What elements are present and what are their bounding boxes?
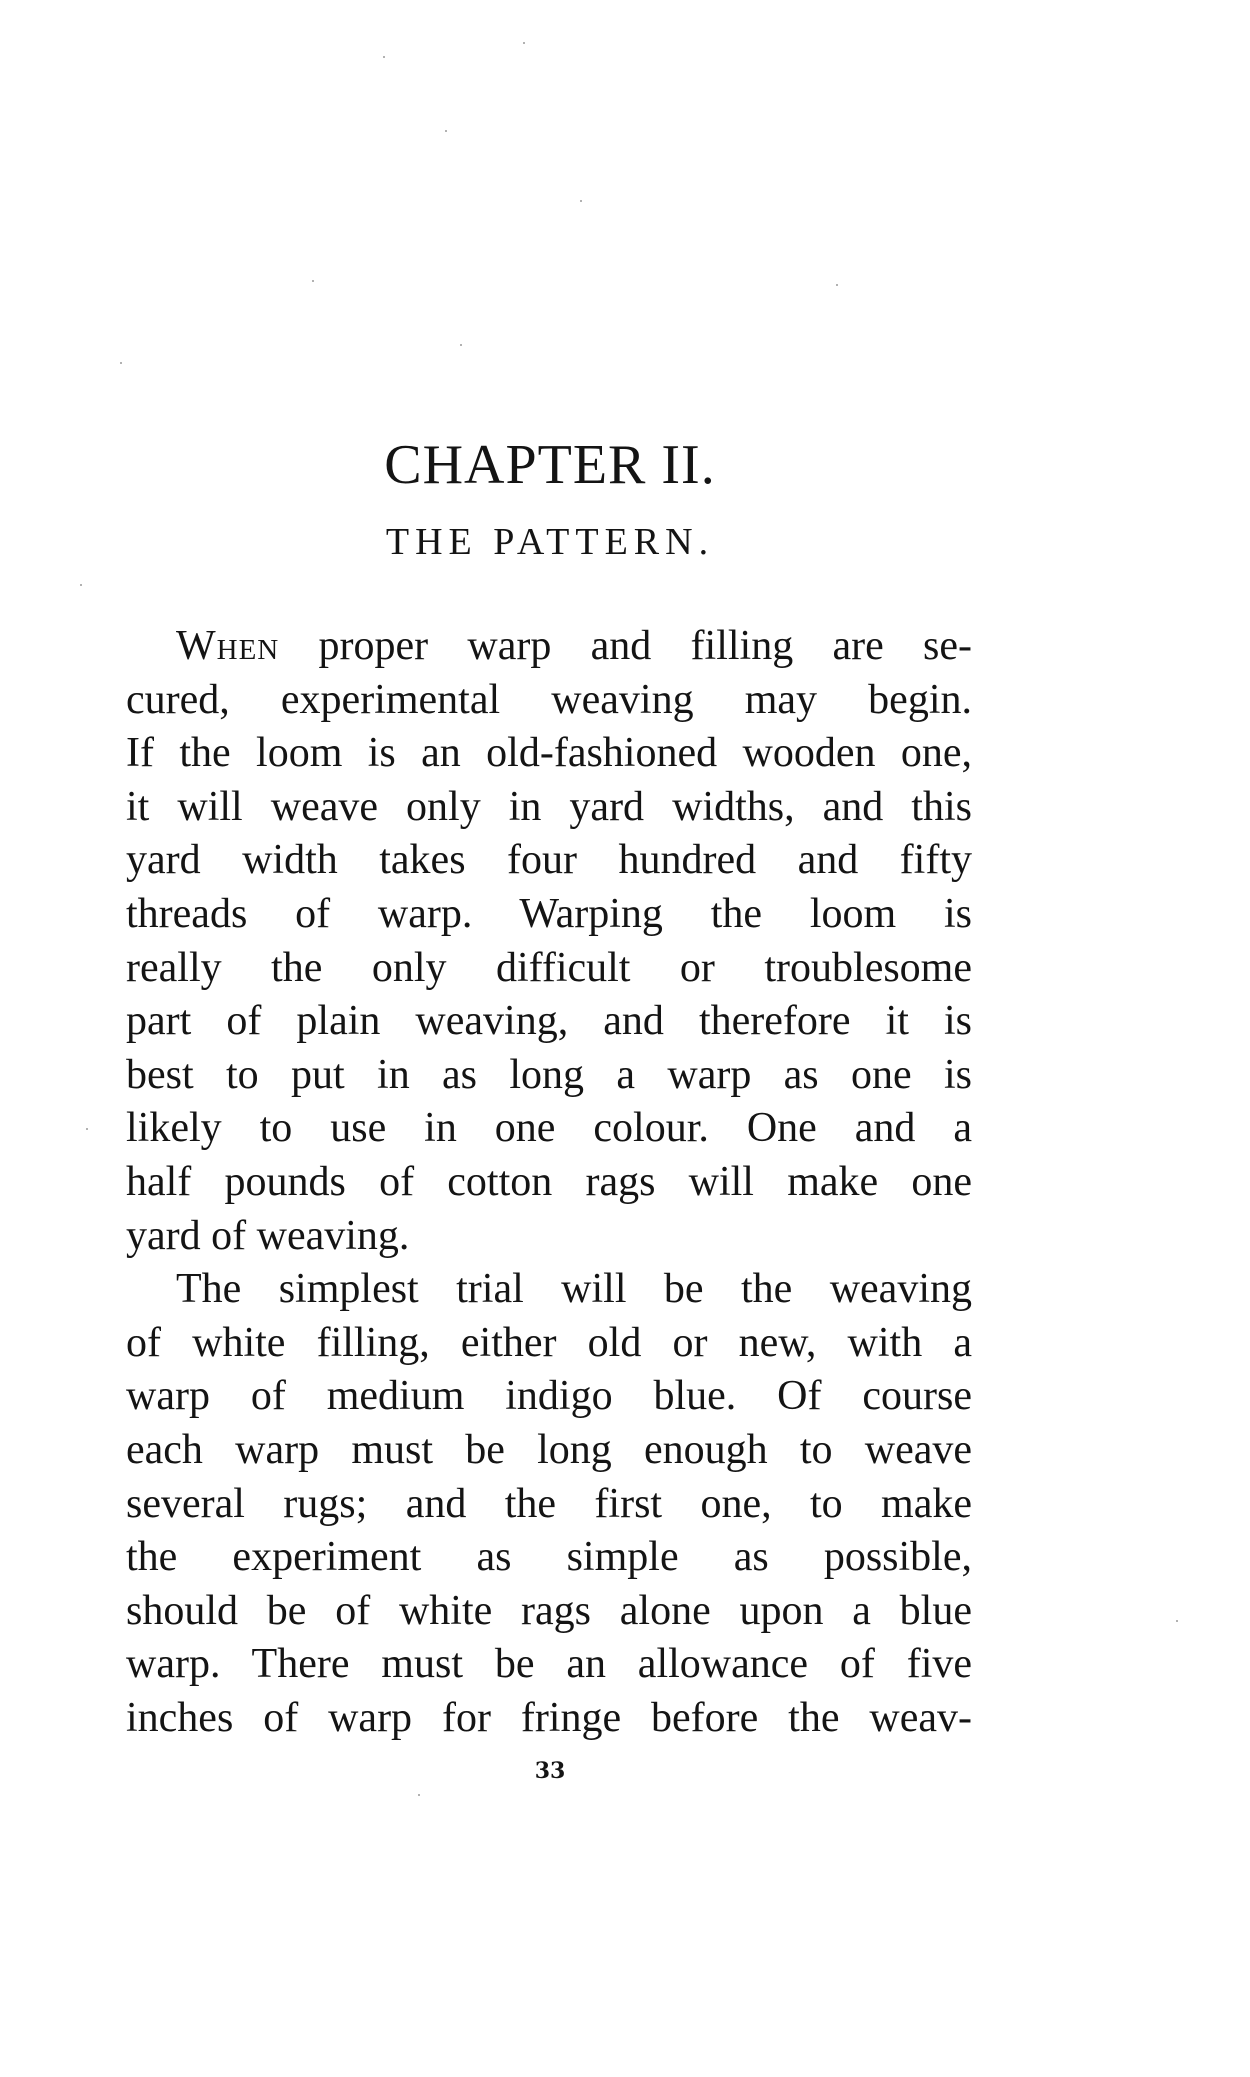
chapter-number: CHAPTER II.	[384, 434, 716, 496]
text-line-rest: proper warp and filling are se-	[279, 623, 972, 669]
text-line: best to put in as long a warp as one is	[126, 1051, 972, 1098]
text-line: of white filling, either old or new, with a	[126, 1319, 972, 1366]
text-line: it will weave only in yard widths, and this	[126, 783, 972, 830]
scan-speck	[86, 1128, 88, 1130]
text-line: inches of warp for fringe before the weav-	[126, 1694, 972, 1741]
text-line: warp of medium indigo blue. Of course	[126, 1373, 972, 1420]
text-line: yard of weaving.	[126, 1212, 410, 1259]
lead-word: When	[176, 623, 280, 669]
scan-speck	[383, 56, 385, 58]
paragraph	[126, 1263, 972, 1745]
body-text	[126, 620, 972, 1745]
page-number: 33	[534, 1758, 566, 1784]
text-line: should be of white rags alone upon a blue	[126, 1587, 972, 1634]
text-line: part of plain weaving, and therefore it is	[126, 998, 972, 1045]
scan-speck	[80, 584, 82, 586]
scan-speck	[418, 1794, 420, 1796]
scan-speck	[523, 42, 525, 44]
scan-speck	[580, 200, 582, 202]
scan-speck	[460, 344, 462, 346]
text-line: half pounds of cotton rags will make one	[126, 1158, 972, 1205]
text-line: each warp must be long enough to weave	[126, 1426, 972, 1473]
text-line: The simplest trial will be the weaving	[176, 1266, 972, 1313]
scan-speck	[1176, 1620, 1178, 1622]
scan-speck	[120, 362, 122, 364]
text-line: warp. There must be an allowance of five	[126, 1641, 972, 1688]
text-line: cured, experimental weaving may begin.	[126, 676, 972, 723]
text-line: the experiment as simple as possible,	[126, 1534, 972, 1581]
text-line: threads of warp. Warping the loom is	[126, 890, 972, 937]
text-line: yard width takes four hundred and fifty	[126, 837, 972, 884]
text-line: really the only difficult or troublesome	[126, 944, 972, 991]
text-line: several rugs; and the first one, to make	[126, 1480, 972, 1527]
text-line: likely to use in one colour. One and a	[126, 1105, 972, 1152]
chapter-title: THE PATTERN.	[385, 521, 715, 563]
text-line: If the loom is an old-fashioned wooden one,	[126, 730, 972, 777]
scan-speck	[312, 280, 314, 282]
scan-speck	[836, 284, 838, 286]
text-line	[126, 620, 972, 674]
paragraph	[126, 620, 972, 1263]
scan-speck	[445, 130, 447, 132]
